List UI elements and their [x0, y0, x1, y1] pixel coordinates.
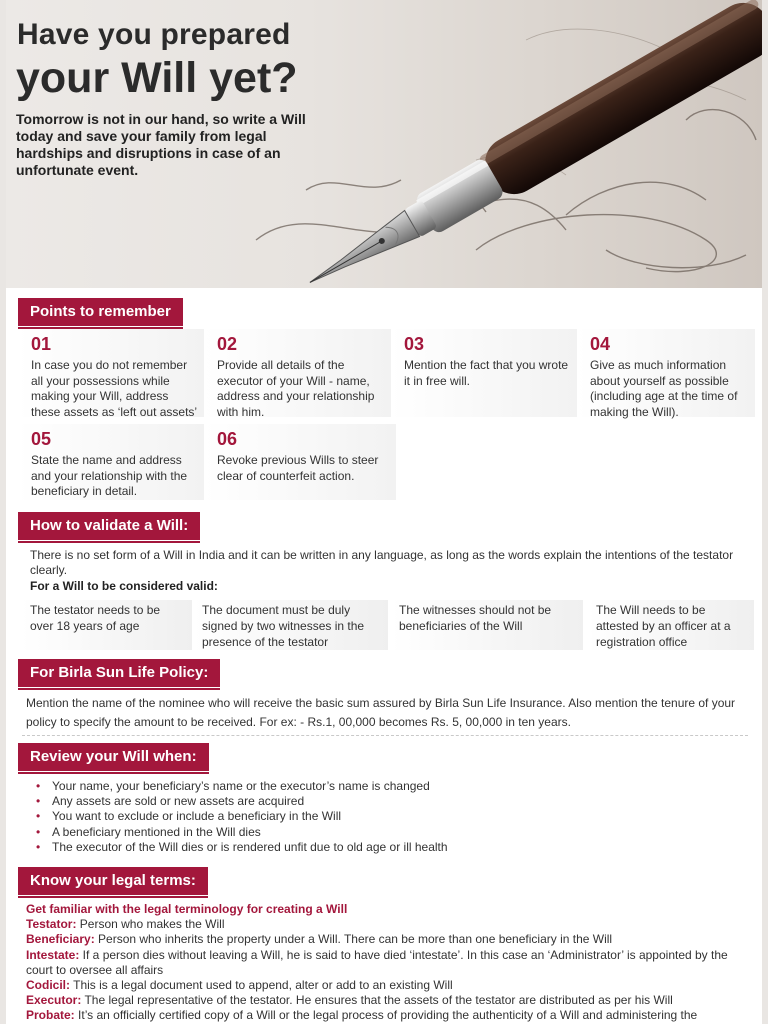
list-item: • You want to exclude or include a beneficiary in the Will [42, 809, 448, 824]
criterion-card: The document must be duly signed by two witnesses in the presence of the testator [194, 600, 388, 650]
point-text: In case you do not remember all your possessions while making your Will, address these assets as ‘left out assets’ [31, 358, 198, 419]
point-number: 06 [217, 429, 238, 449]
hero-banner [6, 0, 762, 288]
term-definition: This is a legal document used to append, alter or add to an existing Will [70, 978, 453, 993]
term-definition: Person who makes the Will [76, 917, 225, 932]
point-text: Provide all details of the executor of your Will - name, address and your relationship with him. [217, 358, 375, 419]
criterion-card: The testator needs to be over 18 years of age [22, 600, 192, 650]
point-card [18, 329, 206, 417]
term-label: Intestate: [26, 947, 80, 962]
policy-text: Mention the name of the nominee who will receive the basic sum assured by Birla Sun Life Insurance. Also mention the tenure of your policy to specify the amount to be received. For ex: - Rs.1, 00,000 becomes Rs. 5, 00,000 in ten years. [26, 696, 736, 729]
point-text: Give as much information about yourself as possible (including age at the time of making the Will). [590, 358, 738, 419]
term-definition: It’s an officially certified copy of a Will or the legal process of providing the authenticity of a Will and administering the [74, 1008, 698, 1023]
list-item: • The executor of the Will dies or is rendered unfit due to old age or ill health [42, 840, 448, 855]
point-text: Mention the fact that you wrote it in free will. [404, 358, 569, 388]
criterion-card: The witnesses should not be beneficiaries of the Will [391, 600, 583, 650]
term-row [26, 993, 746, 1008]
list-item: • Any assets are sold or new assets are acquired [42, 794, 448, 809]
term-row [26, 948, 746, 978]
validate-heading: How to validate a Will: [18, 512, 200, 540]
term-label: Executor: [26, 993, 82, 1008]
term-label: Codicil: [26, 978, 70, 993]
term-definition: Person who inherits the property under a Will. There can be more than one beneficiary in the Will [94, 932, 613, 947]
point-card [204, 424, 396, 500]
document-page [6, 0, 762, 1024]
criterion-card: The Will needs to be attested by an officer at a registration office [588, 600, 754, 650]
term-definition: If a person dies without leaving a Will, he is said to have died ‘intestate’. In this case an ‘Administrator’ is appointed by the court to oversee all affairs [26, 947, 728, 977]
term-definition: The legal representative of the testator. He ensures that the assets of the testator are distributed as per his Will [81, 993, 673, 1008]
list-item: • A beneficiary mentioned in the Will dies [42, 825, 448, 840]
point-number: 01 [31, 334, 52, 354]
review-heading: Review your Will when: [18, 743, 209, 771]
point-card [577, 329, 755, 417]
term-row [26, 1008, 746, 1023]
point-card [18, 424, 206, 500]
term-label: Probate: [26, 1008, 75, 1023]
terms-list [26, 902, 746, 1024]
term-row [26, 917, 746, 932]
point-number: 04 [590, 334, 611, 354]
divider [22, 735, 748, 736]
list-item: • Your name, your beneficiary’s name or the executor’s name is changed [42, 779, 448, 794]
point-number: 03 [404, 334, 425, 354]
hero-title-line1: Have you prepared [17, 18, 291, 51]
term-row [26, 978, 746, 993]
points-heading: Points to remember [18, 298, 183, 326]
point-card [204, 329, 392, 417]
terms-intro: Get familiar with the legal terminology for creating a Will [26, 902, 348, 916]
point-number: 02 [217, 334, 238, 354]
term-label: Beneficiary: [26, 932, 95, 947]
point-text: Revoke previous Wills to steer clear of counterfeit action. [217, 453, 379, 483]
point-text: State the name and address and your relationship with the beneficiary in detail. [31, 453, 188, 498]
policy-heading: For Birla Sun Life Policy: [18, 659, 220, 687]
validate-subheading: For a Will to be considered valid: [30, 579, 218, 593]
review-list [42, 779, 448, 855]
point-card [391, 329, 579, 417]
term-row [26, 932, 746, 947]
terms-heading: Know your legal terms: [18, 867, 208, 895]
hero-title-line2: your Will yet? [16, 54, 298, 102]
term-label: Testator: [26, 917, 77, 932]
point-number: 05 [31, 429, 52, 449]
validate-intro: There is no set form of a Will in India and it can be written in any language, as long as the words explain the intentions of the testator clearly. [30, 548, 734, 577]
hero-subtitle: Tomorrow is not in our hand, so write a Will today and save your family from legal hardships and disruptions in case of an unfortunate event. [16, 111, 306, 178]
